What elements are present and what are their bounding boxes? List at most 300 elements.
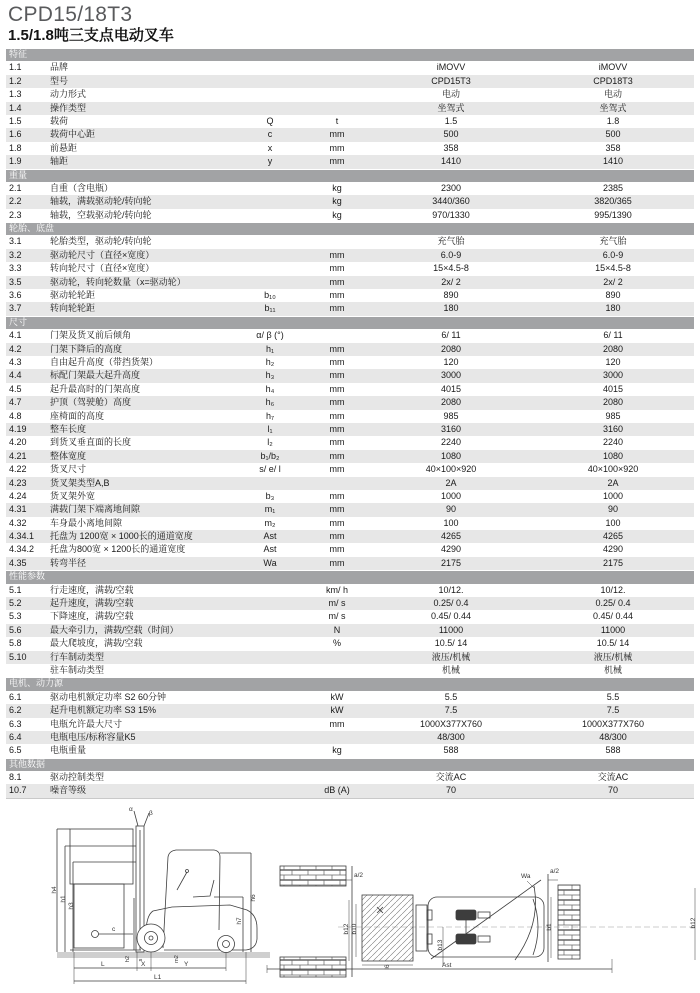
cell-sym: b₁₁ — [264, 303, 276, 314]
cell-unit: % — [332, 638, 341, 649]
dim-label-L1: L1 — [154, 974, 162, 981]
cell-unit — [304, 664, 370, 677]
cell-v1: 500 — [443, 129, 459, 140]
cell-v2: 10/12. — [600, 584, 626, 595]
cell-v2: 2A — [607, 477, 619, 488]
cell-v2: 1000 — [602, 490, 624, 501]
cell-label: 品牌 — [50, 62, 69, 73]
cell-unit: mm — [329, 156, 345, 167]
cell-v1: 2300 — [440, 182, 462, 193]
cell-no: 6.3 — [9, 718, 22, 729]
cell-v1: 1410 — [440, 156, 462, 167]
cell-v2: 1000X377X760 — [581, 718, 645, 729]
cell-no: 1.9 — [9, 156, 22, 167]
cell-no: 4.34.2 — [9, 544, 35, 555]
cell-unit: mm — [329, 129, 345, 140]
cell-v2: iMOVV — [598, 62, 628, 73]
cell-v2: 2080 — [602, 343, 624, 354]
cell-unit — [304, 88, 370, 101]
dim-label-a2-right: a/2 — [550, 868, 560, 875]
cell-v2: 充气胎 — [599, 236, 627, 247]
spec-row — [6, 503, 694, 516]
cell-sym: h₄ — [265, 383, 275, 394]
cell-label: 起升电机额定功率 S3 15% — [50, 705, 157, 716]
cell-label: 整车长度 — [50, 423, 87, 434]
ground-strip — [57, 952, 270, 958]
cell-v1: 970/1330 — [432, 209, 470, 220]
cell-unit: mm — [329, 464, 345, 475]
cell-no: 4.24 — [9, 490, 27, 501]
cell-sym — [236, 182, 304, 195]
cell-label: 行车制动类型 — [50, 651, 105, 662]
spec-row — [6, 410, 694, 423]
cell-label: 护顶（驾驶舱）高度 — [50, 397, 132, 408]
cell-unit: mm — [329, 263, 345, 274]
cell-v2: 7.5 — [606, 705, 620, 716]
cell-no: 5.8 — [9, 638, 22, 649]
cell-label: 电瓶电压/标称容量K5 — [50, 731, 136, 742]
spec-row — [6, 691, 694, 704]
cell-label: 行走速度，满载/空载 — [50, 584, 134, 595]
cell-v1: 电动 — [441, 89, 460, 100]
cell-sym — [236, 88, 304, 101]
cell-no: 2.1 — [9, 182, 22, 193]
dim-label-a2-left: a/2 — [354, 872, 364, 879]
cell-v2: 588 — [605, 745, 621, 756]
cell-v1: 10.5/ 14 — [434, 638, 468, 649]
cell-label: 座椅面的高度 — [50, 410, 105, 421]
cell-no: 4.31 — [9, 504, 27, 515]
cell-unit: mm — [329, 290, 345, 301]
cell-no: 4.22 — [9, 464, 27, 475]
spec-row — [6, 784, 694, 797]
spec-row — [6, 557, 694, 570]
cell-sym: Ast — [263, 531, 277, 542]
cell-label: 起升速度，满载/空载 — [50, 598, 134, 609]
page-title: CPD15/18T3 — [8, 3, 133, 26]
cell-v2: 5.5 — [606, 691, 620, 702]
cell-no: 5.2 — [9, 598, 22, 609]
cell-v1: 90 — [445, 504, 456, 515]
cell-v1: 588 — [443, 745, 459, 756]
cell-label: 驱动控制类型 — [50, 772, 105, 783]
cell-unit — [304, 651, 370, 664]
spec-row — [6, 195, 694, 208]
cell-sym — [236, 276, 304, 289]
spec-row — [6, 664, 694, 677]
section-header: 电机、动力源 — [6, 677, 694, 690]
cell-v1: 4015 — [440, 383, 462, 394]
cell-no: 4.35 — [9, 557, 27, 568]
cell-v2: 6.0-9 — [602, 249, 624, 260]
cell-v2: 4265 — [602, 531, 624, 542]
cell-sym: h₂ — [265, 356, 275, 367]
cell-sym: y — [267, 156, 273, 167]
spec-row — [6, 396, 694, 409]
cell-unit: dB (A) — [324, 785, 350, 796]
cell-label: 托盘为 1200宽 × 1000长的通道宽度 — [50, 531, 193, 542]
cell-label: 满载门架下端离地间隙 — [50, 504, 141, 515]
cell-no: 4.21 — [9, 450, 27, 461]
cell-v2: 120 — [605, 356, 621, 367]
cell-v2: 3820/365 — [594, 196, 632, 207]
cell-sym: Wa — [263, 557, 277, 568]
cell-no: 5.3 — [9, 611, 22, 622]
cell-v1: 10/12. — [438, 584, 464, 595]
cell-label: 整体宽度 — [50, 450, 87, 461]
section-header: 性能参数 — [6, 570, 694, 583]
cell-sym — [236, 75, 304, 88]
cell-v2: 0.45/ 0.44 — [592, 611, 634, 622]
wall-top-left — [280, 866, 346, 886]
spec-row — [6, 329, 694, 342]
spec-row — [6, 302, 694, 315]
dim-label-beta: β — [149, 810, 153, 817]
cell-label: 动力形式 — [50, 89, 87, 100]
dim-label-b12-right: b12 — [690, 917, 697, 929]
cell-unit: mm — [329, 718, 345, 729]
cell-label: 轴载，满载驱动轮/转向轮 — [50, 196, 152, 207]
cell-sym: b₃ — [265, 490, 275, 501]
cell-sym — [236, 664, 304, 677]
cell-no: 6.1 — [9, 691, 22, 702]
section-header: 重量 — [6, 169, 694, 182]
cell-no: 4.5 — [9, 383, 22, 394]
turning-radius-line — [431, 880, 541, 959]
cell-v1: 交流AC — [435, 772, 467, 783]
cell-label: 自由起升高度（带挡货架） — [50, 356, 159, 367]
cell-v2: 1410 — [602, 156, 624, 167]
cell-sym: α/ β (°) — [256, 330, 284, 341]
cell-v1: 6/ 11 — [441, 330, 461, 341]
load-lower — [74, 884, 124, 948]
cell-no: 1.6 — [9, 129, 22, 140]
cell-label: 驱动轮，转向轮数量（x=驱动轮） — [50, 276, 186, 287]
cell-label: 车身最小离地间隙 — [50, 517, 123, 528]
cell-unit: mm — [329, 397, 345, 408]
dim-label-h3: h3 — [68, 902, 75, 910]
cell-unit: kg — [332, 182, 342, 193]
cell-v1: 1000X377X760 — [419, 718, 483, 729]
cell-unit: mm — [329, 303, 345, 314]
cell-v1: 985 — [443, 410, 459, 421]
technical-drawings — [0, 800, 700, 993]
cell-unit — [304, 329, 370, 342]
cell-label: 转向轮轮距 — [50, 303, 96, 314]
cell-sym: Q — [266, 115, 274, 126]
cell-v2: 2080 — [602, 397, 624, 408]
cell-no: 3.6 — [9, 290, 22, 301]
cell-v1: 2080 — [440, 343, 462, 354]
cell-sym: b₁₀ — [264, 290, 276, 301]
cell-unit: mm — [329, 343, 345, 354]
steering-column — [177, 872, 187, 890]
spec-row — [6, 450, 694, 463]
cell-label: 货叉架外宽 — [50, 490, 96, 501]
spec-row — [6, 235, 694, 248]
cell-no: 4.23 — [9, 477, 27, 488]
cell-no: 1.8 — [9, 142, 22, 153]
cell-no: 5.10 — [9, 651, 27, 662]
spec-row — [6, 477, 694, 490]
dim-label-L: L — [101, 961, 105, 968]
cell-sym: Ast — [263, 544, 277, 555]
cell-label: 标配门架最大起升高度 — [50, 370, 141, 381]
section-header: 其他数据 — [6, 758, 694, 771]
cell-sym — [236, 637, 304, 650]
cell-no: 3.7 — [9, 303, 22, 314]
cell-v1: 2080 — [440, 397, 462, 408]
cell-v2: 4015 — [602, 383, 624, 394]
cell-unit — [304, 75, 370, 88]
cell-unit: kW — [330, 691, 344, 702]
cell-label: 门架及货叉前后倾角 — [50, 330, 132, 341]
dim-label-h6: h6 — [250, 894, 257, 902]
cell-label: 货叉尺寸 — [50, 464, 87, 475]
cell-label: 转向轮尺寸（直径×宽度） — [50, 263, 155, 274]
cell-sym — [236, 209, 304, 222]
cell-label: 轮胎类型，驱动轮/转向轮 — [50, 236, 152, 247]
cell-v1: 3440/360 — [432, 196, 470, 207]
cell-no: 3.1 — [9, 236, 22, 247]
cell-label: 门架下降后的高度 — [50, 343, 123, 354]
cell-v1: 3000 — [440, 370, 462, 381]
spec-row — [6, 543, 694, 556]
spec-row — [6, 704, 694, 717]
cell-v1: 液压/机械 — [431, 651, 471, 662]
cell-v1: 0.45/ 0.44 — [430, 611, 472, 622]
cell-v2: 1080 — [602, 450, 624, 461]
cell-no: 4.32 — [9, 517, 27, 528]
cell-no: 10.7 — [9, 785, 27, 796]
cell-unit — [304, 61, 370, 74]
cell-v2: 48/300 — [599, 731, 627, 742]
spec-row — [6, 289, 694, 302]
dim-label-h2: h2 — [125, 955, 131, 963]
cell-unit: kg — [332, 745, 342, 756]
cell-v2: 3160 — [602, 423, 624, 434]
dim-label-h7: h7 — [236, 917, 243, 925]
cell-v2: 坐驾式 — [599, 102, 627, 113]
dim-label-alpha: α — [129, 806, 133, 813]
cell-label: 载荷中心距 — [50, 129, 96, 140]
cell-sym: h₃ — [265, 370, 275, 381]
cell-v1: 2240 — [440, 437, 462, 448]
dim-label-ast: Ast — [442, 962, 452, 969]
spec-row — [6, 610, 694, 623]
spec-row — [6, 155, 694, 168]
cell-unit — [304, 731, 370, 744]
cell-v2: 15×4.5-8 — [595, 263, 631, 274]
spec-row — [6, 584, 694, 597]
dim-label-Y: Y — [184, 961, 189, 968]
cell-no: 8.1 — [9, 772, 22, 783]
cell-no: 4.2 — [9, 343, 22, 354]
spec-row — [6, 356, 694, 369]
cell-v1: 2A — [445, 477, 457, 488]
spec-row — [6, 517, 694, 530]
cell-label: 载荷 — [50, 115, 69, 126]
cell-sym — [236, 651, 304, 664]
cell-v1: 坐驾式 — [437, 102, 465, 113]
cell-v1: 15×4.5-8 — [433, 263, 469, 274]
cell-v1: 180 — [443, 303, 459, 314]
cell-label: 操作类型 — [50, 102, 87, 113]
cell-no: 4.8 — [9, 410, 22, 421]
cell-sym: x — [267, 142, 273, 153]
cell-sym — [236, 784, 304, 797]
spec-row — [6, 651, 694, 664]
spec-row — [6, 771, 694, 784]
cell-unit: kg — [332, 209, 342, 220]
cell-no: 5.6 — [9, 624, 22, 635]
dim-label-h1: h1 — [60, 895, 67, 903]
cell-v2: 3000 — [602, 370, 624, 381]
spec-row — [6, 75, 694, 88]
pallet — [362, 895, 413, 961]
cell-sym — [236, 262, 304, 275]
cell-sym — [236, 704, 304, 717]
dim-label-b1: b1 — [546, 923, 553, 931]
cell-unit: mm — [329, 531, 345, 542]
cell-sym — [236, 61, 304, 74]
drive-wheel-left — [456, 910, 476, 920]
cell-label: 下降速度，满载/空载 — [50, 611, 134, 622]
cell-sym — [236, 691, 304, 704]
cell-label: 货叉架类型A,B — [50, 477, 110, 488]
cell-sym: b₁/b₂ — [260, 450, 280, 461]
cell-label: 电瓶重量 — [50, 745, 87, 756]
cell-no: 1.3 — [9, 89, 22, 100]
cell-sym: m₂ — [264, 517, 276, 528]
cell-v2: 40×100×920 — [587, 464, 639, 475]
cell-label: 转弯半径 — [50, 557, 87, 568]
cell-v1: 0.25/ 0.4 — [433, 598, 469, 609]
cell-sym — [236, 597, 304, 610]
cell-v1: 7.5 — [444, 705, 458, 716]
cell-v2: 1.8 — [606, 115, 620, 126]
cell-sym — [236, 771, 304, 784]
cell-unit — [304, 102, 370, 115]
cell-v1: 1.5 — [444, 115, 458, 126]
spec-row — [6, 637, 694, 650]
cell-label: 型号 — [50, 75, 69, 86]
spec-row — [6, 744, 694, 757]
cell-v1: 100 — [443, 517, 459, 528]
cell-v2: 6/ 11 — [603, 330, 623, 341]
cell-no: 2.2 — [9, 196, 22, 207]
dim-label-X: X — [141, 961, 146, 968]
cell-v2: 10.5/ 14 — [596, 638, 630, 649]
cell-v1: 70 — [445, 785, 456, 796]
cell-sym — [236, 195, 304, 208]
cell-unit: mm — [329, 423, 345, 434]
spec-row — [6, 249, 694, 262]
cell-no: 3.3 — [9, 263, 22, 274]
dim-label-h4: h4 — [51, 886, 58, 894]
cell-no: 6.2 — [9, 705, 22, 716]
spec-row — [6, 102, 694, 115]
cell-label: 最大爬坡度，满载/空载 — [50, 638, 143, 649]
front-wheel — [137, 924, 165, 952]
top-view-drawing — [267, 866, 696, 977]
dim-label-b13: b13 — [437, 939, 444, 951]
cell-v2: 180 — [605, 303, 621, 314]
spec-row — [6, 343, 694, 356]
cell-label: 轴距 — [50, 156, 69, 167]
spec-row — [6, 597, 694, 610]
cell-no: 4.34.1 — [9, 531, 35, 542]
cell-no: 3.5 — [9, 276, 22, 287]
cell-sym — [236, 744, 304, 757]
cell-v2: CPD18T3 — [593, 75, 633, 86]
cell-unit: mm — [329, 410, 345, 421]
spec-row — [6, 115, 694, 128]
spec-row — [6, 61, 694, 74]
cell-label: 驱动轮尺寸（直径×宽度） — [50, 249, 155, 260]
cell-v1: iMOVV — [436, 62, 466, 73]
spec-row — [6, 624, 694, 637]
cell-label: 驻车制动类型 — [50, 664, 105, 675]
cell-v2: 交流AC — [597, 772, 629, 783]
cell-no: 4.20 — [9, 437, 27, 448]
cell-unit: m/ s — [328, 598, 346, 609]
rear-wheel — [218, 936, 235, 953]
cell-label: 前悬距 — [50, 142, 78, 153]
cell-unit: mm — [329, 504, 345, 515]
section-header: 特征 — [6, 48, 694, 61]
cell-no: 2.3 — [9, 209, 22, 220]
cell-unit: mm — [329, 356, 345, 367]
cell-sym: l₂ — [267, 437, 273, 448]
load-upper — [70, 829, 133, 884]
cell-sym: h₆ — [265, 397, 275, 408]
cell-unit: N — [333, 624, 341, 635]
spec-table — [6, 48, 694, 799]
cell-unit: m/ s — [328, 611, 346, 622]
cell-no: 3.2 — [9, 249, 22, 260]
cell-unit: mm — [329, 249, 345, 260]
page-subtitle: 1.5/1.8吨三支点电动叉车 — [8, 27, 174, 44]
dim-label-b12-left: b12 — [343, 923, 350, 935]
cell-sym — [236, 731, 304, 744]
cell-v1: CPD15T3 — [431, 75, 471, 86]
cell-unit: mm — [329, 557, 345, 568]
cell-v2: 4290 — [602, 544, 624, 555]
cell-v1: 机械 — [441, 664, 460, 675]
cell-sym: m₁ — [264, 504, 276, 515]
cell-no: 1.1 — [9, 62, 22, 73]
cell-sym: h₇ — [265, 410, 275, 421]
cell-no: 4.19 — [9, 423, 27, 434]
cell-no: 1.5 — [9, 115, 22, 126]
cell-unit — [304, 235, 370, 248]
spec-row — [6, 182, 694, 195]
cell-label: 噪音等级 — [50, 785, 87, 796]
cell-unit: mm — [329, 142, 345, 153]
cell-sym: c — [267, 129, 273, 140]
cell-unit: mm — [329, 437, 345, 448]
cell-no: 4.3 — [9, 356, 22, 367]
side-view-drawing — [57, 811, 270, 984]
wall-bottom-left — [280, 957, 346, 977]
cell-no: 4.4 — [9, 370, 22, 381]
section-header: 轮胎、底盘 — [6, 222, 694, 235]
cell-v2: 985 — [605, 410, 621, 421]
cell-no: 6.5 — [9, 745, 22, 756]
cell-unit: mm — [329, 544, 345, 555]
cell-v2: 70 — [607, 785, 618, 796]
